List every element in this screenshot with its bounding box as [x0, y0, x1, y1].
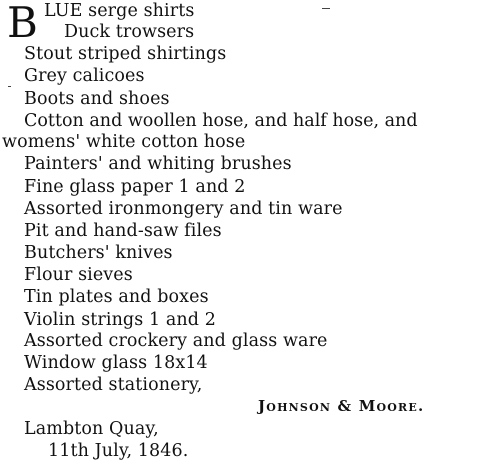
list-item: Boots and shoes [24, 89, 170, 109]
merchant-signature: Johnson & Moore. [258, 397, 425, 415]
list-item: Tin plates and boxes [24, 287, 209, 307]
list-item: Butchers' knives [24, 243, 173, 263]
date-line: 11th July, 1846. [48, 441, 189, 461]
list-item: Window glass 18x14 [24, 353, 208, 373]
list-item: Grey calicoes [24, 66, 145, 86]
print-speck [8, 86, 11, 87]
list-item: womens' white cotton hose [2, 132, 246, 152]
list-item: Violin strings 1 and 2 [24, 310, 216, 330]
list-item: Painters' and whiting brushes [24, 154, 292, 174]
location-line: Lambton Quay, [24, 419, 159, 439]
list-item: Fine glass paper 1 and 2 [24, 177, 246, 197]
list-item: Assorted ironmongery and tin ware [24, 199, 343, 219]
list-item: Duck trowsers [64, 22, 195, 42]
list-item: LUE serge shirts [44, 1, 195, 21]
list-item: Assorted crockery and glass ware [24, 331, 328, 351]
list-item: Cotton and woollen hose, and half hose, and [24, 111, 418, 131]
list-item: Pit and hand-saw files [24, 221, 222, 241]
drop-cap: B [7, 0, 38, 47]
list-item: Stout striped shirtings [24, 44, 227, 64]
list-item: Flour sieves [24, 265, 133, 285]
print-speck [322, 8, 330, 9]
list-item: Assorted stationery, [24, 375, 203, 395]
